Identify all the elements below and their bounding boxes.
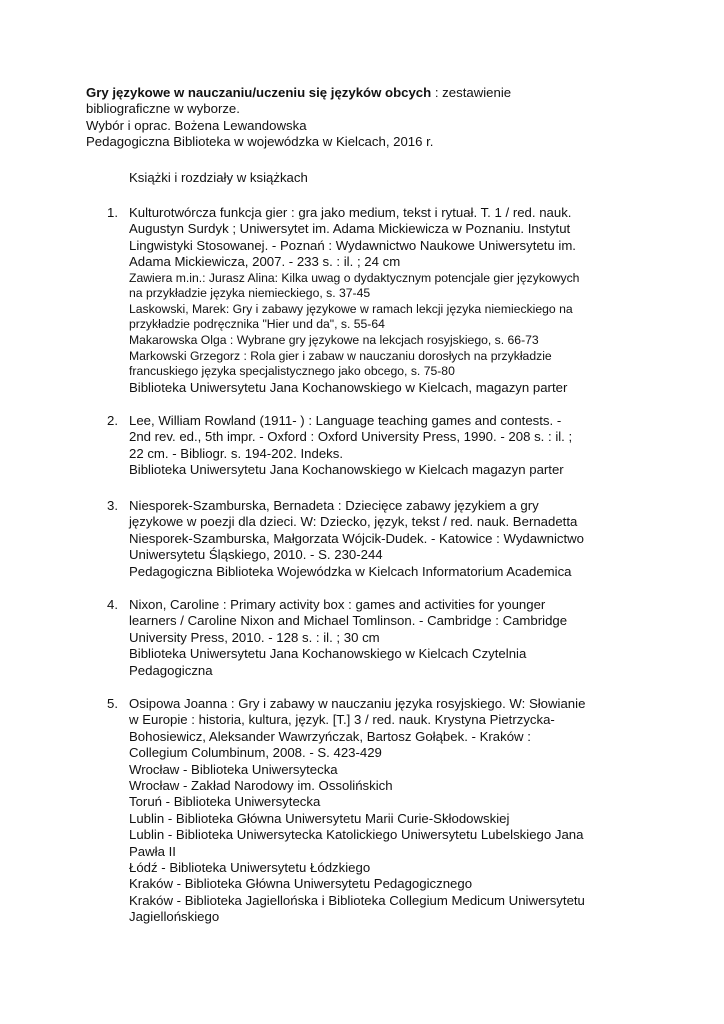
document-header [86, 85, 646, 151]
entry-citation-line: Osipowa Joanna : Gry i zabawy w nauczaniu języka rosyjskiego. W: Słowianie [129, 696, 586, 711]
entry-location: Pedagogiczna [129, 662, 213, 678]
title-rest: : zestawienie [431, 85, 512, 100]
entry-number: 2. [107, 413, 118, 428]
entry-citation-line: Augustyn Surdyk ; Uniwersytet im. Adama Mickiewicza w Poznaniu. Instytut [129, 221, 571, 237]
entry-citation-line: Niesporek-Szamburska, Bernadeta : Dziecięce zabawy językiem a gry [129, 498, 539, 513]
entry-citation-line: Adama Mickiewicza, 2007. - 233 s. : il. ; 24 cm [129, 254, 401, 270]
entry-citation-line: językowe w poezji dla dzieci. W: Dziecko, język, tekst / red. nauk. Bernadetta [129, 514, 578, 530]
entry-citation-line: Nixon, Caroline : Primary activity box : games and activities for younger [129, 597, 546, 612]
entry-location: Biblioteka Uniwersytetu Jana Kochanowskiego w Kielcach, magazyn parter [129, 379, 568, 395]
title-bold: Gry językowe w nauczaniu/uczeniu się języków obcych [86, 85, 432, 100]
header-line-3: Wybór i oprac. Bożena Lewandowska [86, 117, 307, 133]
entry-contents-note: przykładzie podręcznika "Hier und da", s. 55-64 [129, 317, 385, 332]
entry-citation-line: Lingwistyki Stosowanej. - Poznań : Wydawnictwo Naukowe Uniwersytetu im. [129, 237, 576, 253]
entry-contents-note: Zawiera m.in.: Jurasz Alina: Kilka uwag o dydaktycznym potencjale gier językowych [129, 270, 580, 285]
entry-citation-line: University Press, 2010. - 128 s. : il. ; 30 cm [129, 629, 380, 645]
entry-contents-note: francuskiego języka specjalistycznego jako obcego, s. 75-80 [129, 364, 455, 379]
entry-location: Jagiellońskiego [129, 909, 220, 925]
entry-citation-line: Uniwersytetu Śląskiego, 2010. - S. 230-244 [129, 547, 383, 563]
entry-citation-line: Kulturotwórcza funkcja gier : gra jako medium, tekst i rytuał. T. 1 / red. nauk. [129, 205, 572, 220]
entry-location: Kraków - Biblioteka Główna Uniwersytetu Pedagogicznego [129, 876, 473, 892]
section-title: Książki i rozdziały w książkach [129, 170, 308, 185]
header-line-2: bibliograficzne w wyborze. [86, 101, 240, 117]
entry-contents-note: Markowski Grzegorz : Rola gier i zabaw w nauczaniu dorosłych na przykładzie [129, 348, 552, 363]
entry-citation-line: 22 cm. - Bibliogr. s. 194-202. Indeks. [129, 445, 344, 461]
entry-location: Pawła II [129, 843, 176, 859]
entry-location: Wrocław - Biblioteka Uniwersytecka [129, 761, 338, 777]
entry-number: 4. [107, 597, 118, 612]
entry-location: Wrocław - Zakład Narodowy im. Ossolińskich [129, 778, 393, 794]
entry-number: 5. [107, 696, 118, 711]
bibliography-entry [129, 498, 629, 580]
entry-citation-line: Collegium Columbinum, 2008. - S. 423-429 [129, 745, 382, 761]
entry-location: Łódź - Biblioteka Uniwersytetu Łódzkiego [129, 860, 371, 876]
entry-location: Lublin - Biblioteka Główna Uniwersytetu Marii Curie-Skłodowskiej [129, 810, 510, 826]
header-title-line [86, 85, 646, 101]
entry-citation-line: learners / Caroline Nixon and Michael Tomlinson. - Cambridge : Cambridge [129, 613, 568, 629]
bibliography-entry [129, 413, 629, 479]
entry-contents-note: na przykładzie języka niemieckiego, s. 37-45 [129, 286, 371, 301]
entry-number: 1. [107, 205, 118, 220]
entry-citation-line: 2nd rev. ed., 5th impr. - Oxford : Oxford University Press, 1990. - 208 s. : il. ; [129, 429, 573, 445]
entry-location: Pedagogiczna Biblioteka Wojewódzka w Kielcach Informatorium Academica [129, 563, 572, 579]
entry-citation-line: Bohosiewicz, Aleksander Wawrzyńczak, Bartosz Gołąbek. - Kraków : [129, 728, 531, 744]
entry-contents-note: Laskowski, Marek: Gry i zabawy językowe w ramach lekcji języka niemieckiego na [129, 301, 573, 316]
bibliography-entry [129, 597, 629, 679]
entry-citation-line: Lee, William Rowland (1911- ) : Language teaching games and contests. - [129, 413, 562, 428]
entry-contents-note: Makarowska Olga : Wybrane gry językowe na lekcjach rosyjskiego, s. 66-73 [129, 333, 539, 347]
entry-location: Toruń - Biblioteka Uniwersytecka [129, 794, 321, 810]
entry-location: Kraków - Biblioteka Jagiellońska i Biblioteka Collegium Medicum Uniwersytetu [129, 892, 585, 908]
bibliography-entry [129, 205, 629, 396]
entry-citation-line: Niesporek-Szamburska, Małgorzata Wójcik-Dudek. - Katowice : Wydawnictwo [129, 530, 585, 546]
entry-number: 3. [107, 498, 118, 513]
entry-citation-line: w Europie : historia, kultura, język. [T.] 3 / red. nauk. Krystyna Pietrzycka- [129, 712, 555, 728]
entry-location: Biblioteka Uniwersytetu Jana Kochanowskiego w Kielcach magazyn parter [129, 462, 564, 478]
entry-location: Lublin - Biblioteka Uniwersytecka Katolickiego Uniwersytetu Lubelskiego Jana [129, 827, 584, 843]
header-line-4: Pedagogiczna Biblioteka w wojewódzka w Kielcach, 2016 r. [86, 134, 434, 150]
entry-location: Biblioteka Uniwersytetu Jana Kochanowskiego w Kielcach Czytelnia [129, 646, 527, 662]
bibliography-entry [129, 696, 629, 926]
